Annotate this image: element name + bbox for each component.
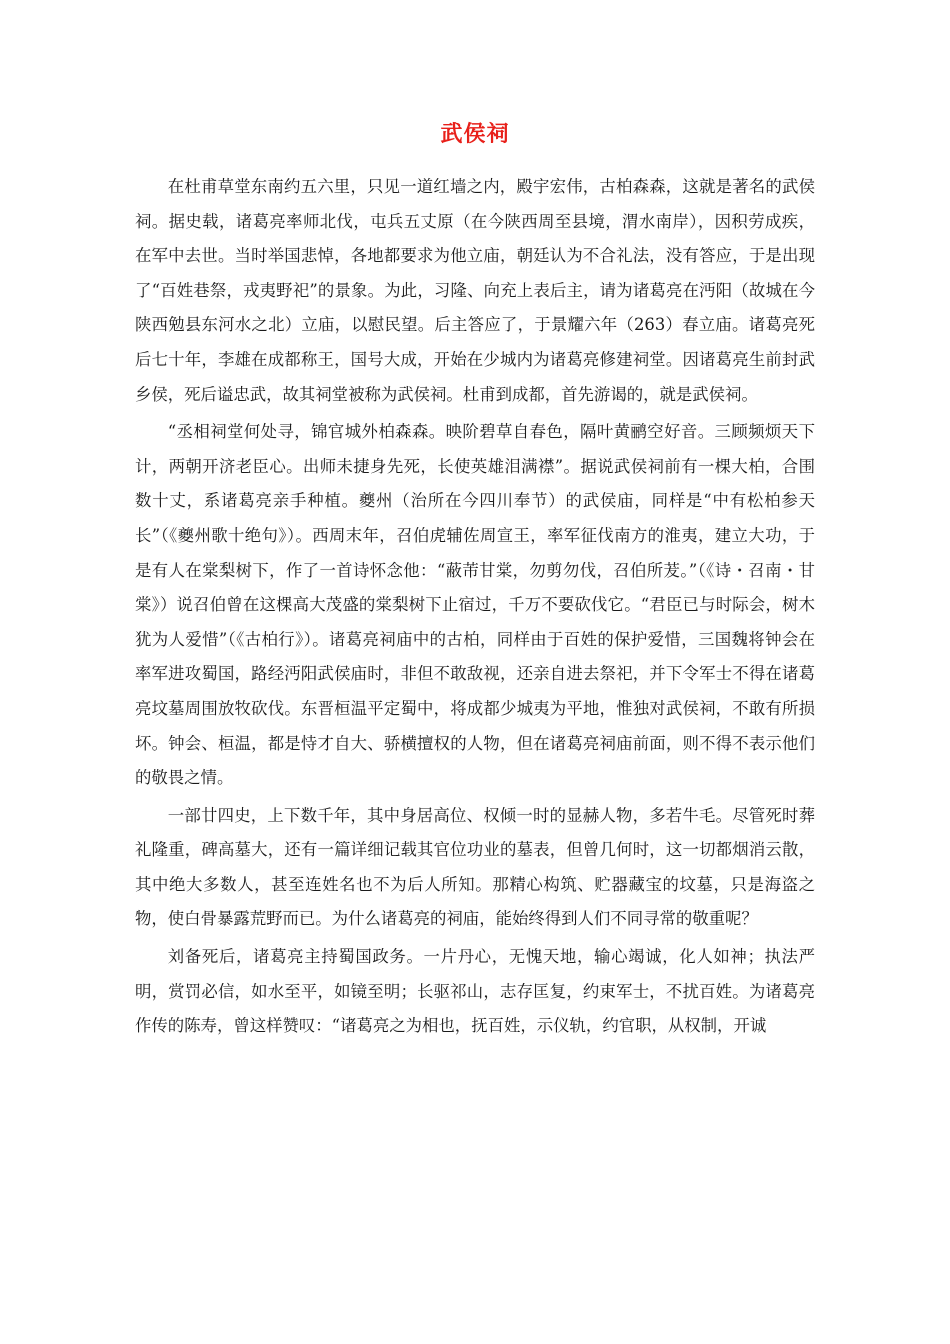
paragraph-2: “丞相祠堂何处寻，锦官城外柏森森。映阶碧草自春色，隔叶黄鹂空好音。三顾频烦天下计，两朝开济老臣心。出师未捷身先死，长使英雄泪满襟”。据说武侯祠前有一棵大柏，合围数十丈，系诸葛亮亲手种植。夔州（治所在今四川奉节）的武侯庙，同样是“中有松柏参天长”（《夔州歌十绝句》）。西周末年，召伯虎辅佐周宣王，率军征伐南方的淮夷，建立大功，于是有人在棠梨树下，作了一首诗怀念他：“蔽芾甘棠，勿剪勿伐，召伯所茇。”（《诗・召南・甘棠》）说召伯曾在这棵高大茂盛的棠梨树下止宿过，千万不要砍伐它。“君臣已与时际会，树木犹为人爱惜”（《古柏行》）。诸葛亮祠庙中的古柏，同样由于百姓的保护爱惜，三国魏将钟会在率军进攻蜀国，路经沔阳武侯庙时，非但不敢敌视，还亲自进去祭祀，并下令军士不得在诸葛亮坟墓周围放牧砍伐。东晋桓温平定蜀中，将成都少城夷为平地，惟独对武侯祠，不敢有所损坏。钟会、桓温，都是恃才自大、骄横擅权的人物，但在诸葛亮祠庙前面，则不得不表示他们的敬畏之情。 (135, 422, 816, 788)
document-body (135, 170, 815, 1044)
paragraph-1: 在杜甫草堂东南约五六里，只见一道红墙之内，殿宇宏伟，古柏森森，这就是著名的武侯祠。据史载，诸葛亮率师北伐，屯兵五丈原（在今陕西周至县境，渭水南岸），因积劳成疾，在军中去世。当时举国悲悼，各地都要求为他立庙，朝廷认为不合礼法，没有答应，于是出现了“百姓巷祭，戎夷野祀”的景象。为此，习隆、向充上表后主，请为诸葛亮在沔阳（故城在今陕西勉县东河水之北）立庙，以慰民望。后主答应了，于景耀六年（263）春立庙。诸葛亮死后七十年，李雄在成都称王，国号大成，开始在少城内为诸葛亮修建祠堂。因诸葛亮生前封武乡侯，死后谥忠武，故其祠堂被称为武侯祠。杜甫到成都，首先游谒的，就是武侯祠。 (135, 177, 815, 404)
paragraph-3: 一部廿四史，上下数千年，其中身居高位、权倾一时的显赫人物，多若牛毛。尽管死时葬礼隆重，碑高墓大，还有一篇详细记载其官位功业的墓表，但曾几何时，这一切都烟消云散，其中绝大多数人，甚至连姓名也不为后人所知。那精心构筑、贮器藏宝的坟墓，只是海盗之物，使白骨暴露荒野而已。为什么诸葛亮的祠庙，能始终得到人们不同寻常的敬重呢？ (135, 805, 815, 929)
document-title: 武侯祠 (440, 122, 510, 147)
paragraph-4: 刘备死后，诸葛亮主持蜀国政务。一片丹心，无愧天地，输心竭诚，化人如神；执法严明，赏罚必信，如水至平，如镜至明；长驱祁山，志存匡复，约束军士，不扰百姓。为诸葛亮作传的陈寿，曾这样赞叹：“诸葛亮之为相也，抚百姓，示仪轨，约官职，从权制，开诚 (135, 947, 815, 1036)
